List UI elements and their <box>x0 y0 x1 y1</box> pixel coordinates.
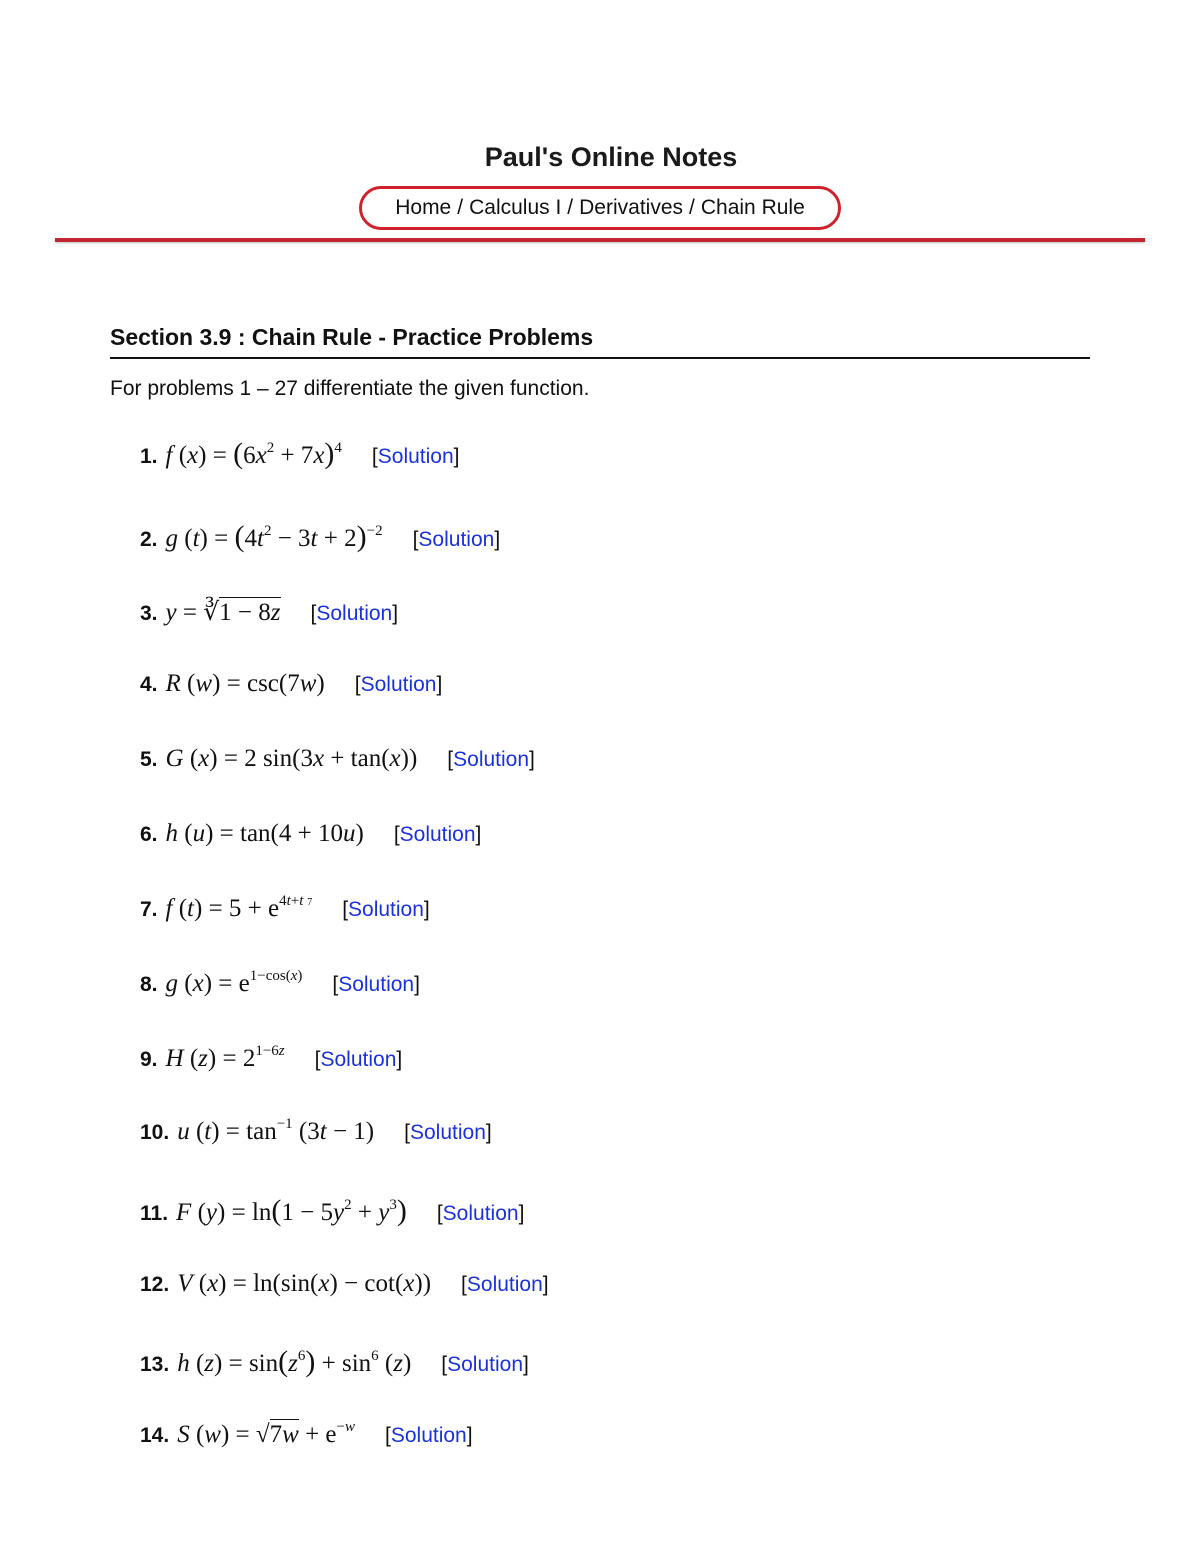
problem-1 <box>140 437 460 471</box>
problem-8 <box>140 970 420 998</box>
problem-13 <box>140 1345 529 1379</box>
breadcrumb-chain-rule[interactable]: Chain Rule <box>700 196 805 219</box>
problem-expression: u $(t) = \tan^{-1} (3t - 1)$ <box>177 1116 375 1145</box>
problem-12 <box>140 1270 549 1298</box>
breadcrumb <box>359 186 841 230</box>
problem-number: 2. <box>140 528 158 551</box>
problem-expression: G (x) = 2 sin(3x + tan(x)) <box>165 745 418 772</box>
site-title: Paul's Online Notes <box>484 142 738 172</box>
problem-number: 4. <box>140 673 158 696</box>
problem-expression: V (x) = ln(sin(x) − cot(x)) <box>177 1270 432 1297</box>
problem-number: 9. <box>140 1048 158 1071</box>
solution-link[interactable]: [Solution] <box>404 1121 492 1144</box>
problem-expression: g $(x) = e^{1-cos(x)}$ <box>165 968 303 997</box>
problem-5 <box>140 745 535 773</box>
problem-number: 11. <box>140 1202 169 1225</box>
problem-10 <box>140 1118 492 1146</box>
problem-11 <box>140 1194 524 1228</box>
solution-link[interactable]: [Solution] <box>371 445 460 468</box>
breadcrumb-separator: / <box>457 196 464 219</box>
problem-number: 10. <box>140 1121 170 1144</box>
problem-4 <box>140 670 442 698</box>
solution-link[interactable]: [Solution] <box>314 1048 403 1071</box>
problem-expression: R (w) = csc(7w) <box>165 670 325 697</box>
problem-number: 8. <box>140 973 158 996</box>
header-divider <box>55 238 1145 242</box>
problem-expression: S $(w) = √7w + e^{-w}$ <box>177 1419 355 1448</box>
problem-expression: f $(x) = (6x^2 + 7x)^4$ <box>165 437 342 470</box>
problem-expression: f $(t) = 5 + e^{4t+t 7}$ <box>165 893 313 922</box>
breadcrumb-separator: / <box>689 196 695 219</box>
problem-expression: H $(z) = 2^{1-6z}$ <box>165 1043 285 1072</box>
solution-link[interactable]: [Solution] <box>354 673 443 696</box>
problem-expression: y = ∛1 − 8z <box>165 599 281 626</box>
problem-number: 6. <box>140 823 158 846</box>
breadcrumb-derivatives[interactable]: Derivatives <box>579 196 684 219</box>
solution-link[interactable]: [Solution] <box>436 1202 525 1225</box>
solution-link[interactable]: [Solution] <box>447 748 535 771</box>
solution-link[interactable]: [Solution] <box>461 1273 549 1296</box>
problem-6 <box>140 820 481 848</box>
problem-14 <box>140 1421 473 1449</box>
breadcrumb-calculus-i[interactable]: Calculus I <box>469 196 562 219</box>
problem-number: 12. <box>140 1273 170 1296</box>
problem-2 <box>140 520 500 554</box>
problem-expression: h $(z) = \sin(z^6) + \sin^6 (z)$ <box>177 1345 412 1378</box>
breadcrumb-separator: / <box>567 196 574 219</box>
problem-number: 13. <box>140 1353 170 1376</box>
problem-number: 7. <box>140 898 158 921</box>
solution-link[interactable]: [Solution] <box>385 1424 473 1447</box>
solution-link[interactable]: [Solution] <box>393 823 482 846</box>
problem-expression: h (u) = tan(4 + 10u) <box>165 820 364 847</box>
problem-7 <box>140 895 430 923</box>
solution-link[interactable]: [Solution] <box>342 898 430 921</box>
problem-expression: F $(y) = \ln(1 - 5y^2 + y^3)$ <box>176 1194 407 1227</box>
problem-9 <box>140 1045 402 1073</box>
problem-number: 1. <box>140 445 158 468</box>
breadcrumb-home[interactable]: Home <box>395 196 452 219</box>
problems-intro: For problems 1 – 27 differentiate the given function. <box>110 377 590 400</box>
problem-number: 3. <box>140 602 158 625</box>
solution-link[interactable]: [Solution] <box>310 602 399 625</box>
problem-expression: g $(t) = (4t^2 - 3t + 2)^{-2}$ <box>165 520 383 553</box>
solution-link[interactable]: [Solution] <box>332 973 420 996</box>
problem-number: 5. <box>140 748 158 771</box>
section-title: Section 3.9 : Chain Rule - Practice Problems <box>110 324 1090 359</box>
solution-link[interactable]: [Solution] <box>412 528 501 551</box>
problem-3 <box>140 597 398 627</box>
solution-link[interactable]: [Solution] <box>441 1353 529 1376</box>
problem-number: 14. <box>140 1424 170 1447</box>
